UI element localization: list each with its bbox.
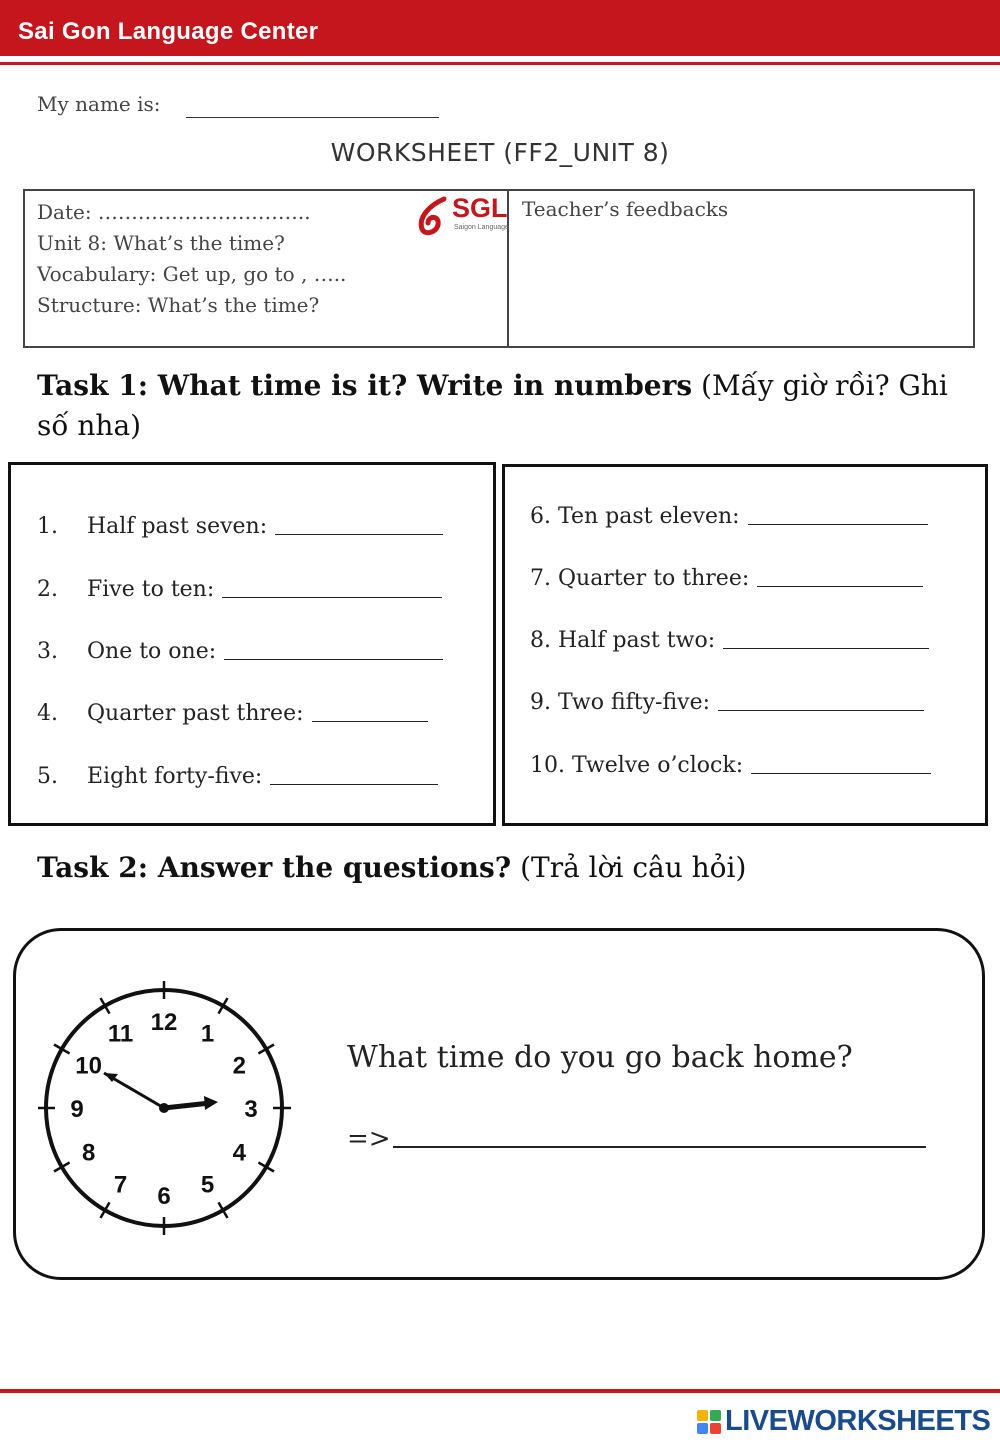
clock-number: 2 xyxy=(232,1052,247,1080)
clock-number: 3 xyxy=(244,1096,258,1123)
task2-question: What time do you go back home? xyxy=(347,1040,853,1075)
task2-title: Task 2: Answer the questions? xyxy=(37,851,512,884)
header-underline xyxy=(0,62,1000,65)
answer-field-9[interactable] xyxy=(718,709,924,711)
logo-text: SGL xyxy=(452,193,508,223)
answer-field-3[interactable] xyxy=(224,658,443,660)
task1-item-3: 3. One to one: xyxy=(37,639,443,664)
task1-item-6: 6. Ten past eleven: xyxy=(530,504,928,529)
clock-number: 5 xyxy=(200,1171,215,1199)
name-field[interactable] xyxy=(186,117,439,118)
answer-prefix: => xyxy=(347,1124,391,1154)
answer-field-6[interactable] xyxy=(748,523,928,525)
task1-note: (Mấy giờ rồi? Ghi số nha) xyxy=(37,369,948,442)
clock-number: 11 xyxy=(107,1020,134,1048)
answer-field-1[interactable] xyxy=(275,533,443,535)
answer-field-2[interactable] xyxy=(222,596,442,598)
answer-field-7[interactable] xyxy=(757,585,923,587)
liveworksheets-logo xyxy=(697,1405,990,1438)
answer-field-10[interactable] xyxy=(751,772,931,774)
structure-line: Structure: What’s the time? xyxy=(37,293,320,317)
task2-answer-field[interactable] xyxy=(393,1146,926,1148)
task1-item-7: 7. Quarter to three: xyxy=(530,566,923,591)
task2-answer xyxy=(347,1124,926,1154)
clock-hour-hand xyxy=(164,1103,210,1108)
answer-field-5[interactable] xyxy=(270,783,438,785)
answer-field-4[interactable] xyxy=(312,720,428,722)
task1-item-9: 9. Two fifty-five: xyxy=(530,690,924,715)
brand-name: Sai Gon Language Center xyxy=(18,18,319,45)
name-label: My name is: xyxy=(37,92,161,116)
clock-number: 1 xyxy=(200,1020,215,1048)
footer-line xyxy=(0,1389,1000,1393)
task1-item-4: 4. Quarter past three: xyxy=(37,701,428,726)
task1-item-5: 5. Eight forty-five: xyxy=(37,764,438,789)
clock-number: 10 xyxy=(75,1052,103,1080)
clock-center xyxy=(159,1103,169,1113)
vocabulary-line: Vocabulary: Get up, go to , ….. xyxy=(37,262,347,286)
logo-subtext: Saigon Language xyxy=(454,224,509,231)
worksheet-title: WORKSHEET (FF2_UNIT 8) xyxy=(330,138,670,167)
clock-number: 4 xyxy=(232,1139,247,1167)
liveworksheets-icon xyxy=(697,1410,721,1434)
liveworksheets-brand: LIVEWORKSHEETS xyxy=(725,1405,991,1437)
sgl-logo xyxy=(412,193,509,237)
task2-note: (Trả lời câu hỏi) xyxy=(520,851,747,884)
date-line: Date: ………………………….. xyxy=(37,200,311,224)
task2-heading xyxy=(37,848,957,888)
clock-number: 8 xyxy=(81,1139,96,1167)
answer-field-8[interactable] xyxy=(723,647,929,649)
unit-line: Unit 8: What’s the time? xyxy=(37,231,285,255)
clock-number: 6 xyxy=(157,1183,171,1210)
task1-item-10: 10. Twelve o’clock: xyxy=(530,753,931,778)
task1-heading xyxy=(37,366,957,446)
task1-item-8: 8. Half past two: xyxy=(530,628,929,653)
teacher-feedback-label: Teacher’s feedbacks xyxy=(522,197,729,221)
sgl-swoosh-icon xyxy=(414,195,452,237)
info-details xyxy=(37,197,346,321)
clock-number: 9 xyxy=(70,1096,84,1123)
clock-number: 12 xyxy=(150,1009,178,1036)
task1-item-2: 2. Five to ten: xyxy=(37,577,442,602)
task1-item-1: 1. Half past seven: xyxy=(37,514,443,539)
clock-number: 7 xyxy=(113,1171,128,1199)
hour-hand-tip xyxy=(204,1096,218,1110)
clock-icon xyxy=(38,980,293,1235)
task1-title: Task 1: What time is it? Write in numbers xyxy=(37,369,693,402)
